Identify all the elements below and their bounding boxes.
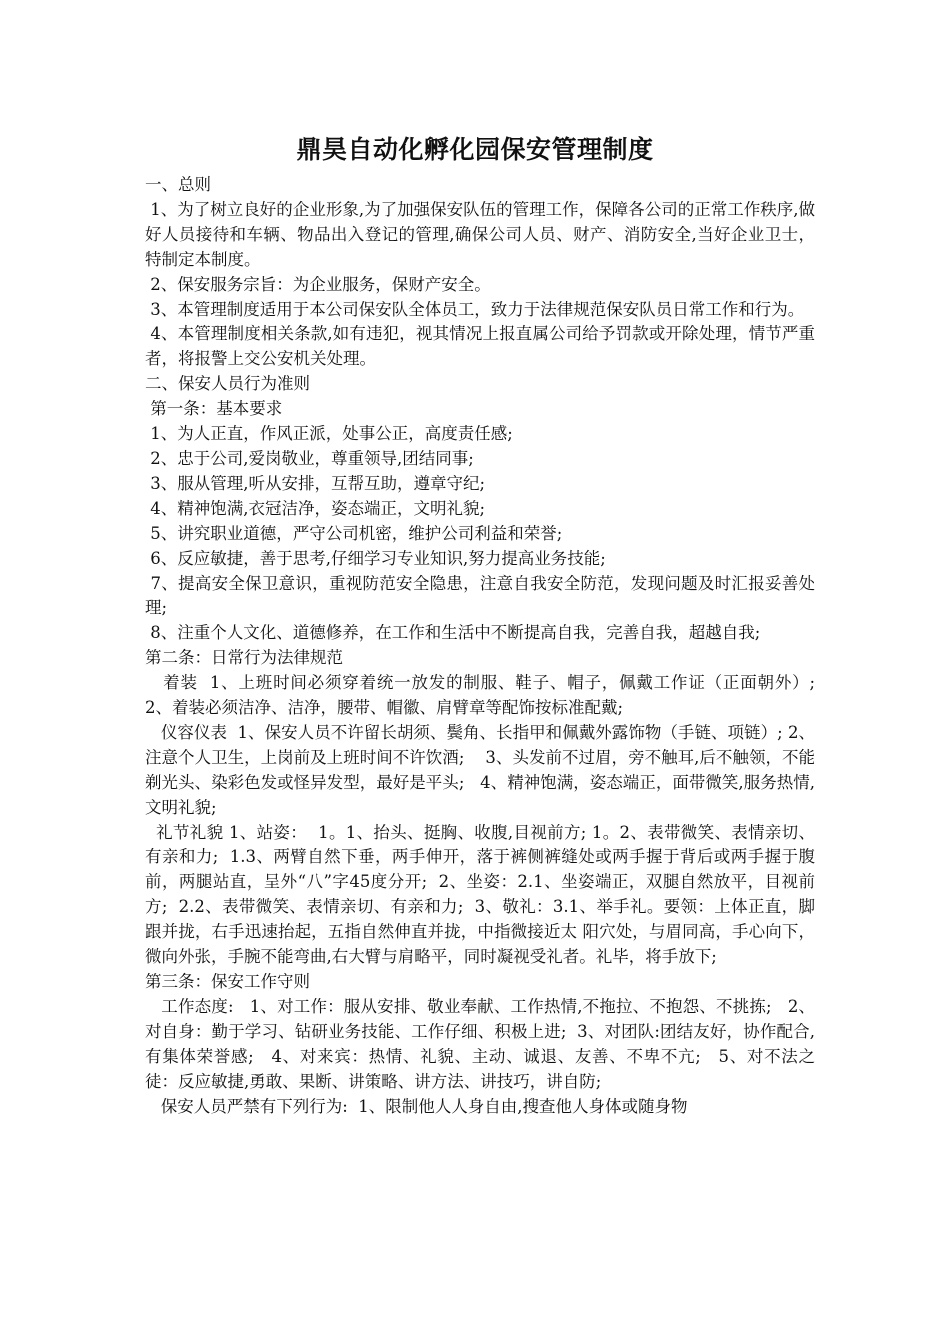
paragraph: 一、总则 [145, 175, 211, 194]
paragraph: 二、保安人员行为准则 [145, 374, 310, 394]
paragraph: 第三条：保安工作守则 [145, 972, 310, 991]
paragraph: 6、反应敏捷，善于思考,仔细学习专业知识,努力提高业务技能; [145, 548, 606, 568]
document-title: 鼎昊自动化孵化园保安管理制度 [296, 135, 654, 164]
paragraph: 工作态度: 1、对工作：服从安排、敬业奉献、工作热情,不拖拉、不抱怨、不挑拣; 2、对自身：勤于学习、钻研业务技能、工作仔细、积极上进; 3、对团队:团结友好，协作配合,有集体荣誉感; 4、对来宾：热情、礼貌、主动、诚退、友善、不卑不亢; 5、对不法之徒：反应敏捷,勇敢、果断、讲策略、讲方法、讲技巧，讲自防; [145, 996, 815, 1091]
paragraph: 1、为人正直，作风正派，处事公正，高度责任感; [145, 424, 513, 444]
paragraph: 保安人员严禁有下列行为: 1、限制他人人身自由,搜查他人身体或随身物 [145, 1096, 688, 1116]
paragraph: 3、服从管理,听从安排，互帮互助，遵章守纪; [145, 473, 486, 493]
paragraph: 仪容仪表 1、保安人员不许留长胡须、鬓角、长指甲和佩戴外露饰物（手链、项链）; 2、注意个人卫生，上岗前及上班时间不许饮酒; 3、头发前不过眉，旁不触耳,后不触领，不能剃光头、染彩色发或怪异发型，最好是平头; 4、精神饱满，姿态端正，面带微笑,服务热情,文明礼貌; [145, 722, 815, 817]
paragraph: 2、保安服务宗旨：为企业服务，保财产安全。 [145, 274, 491, 294]
paragraph: 4、精神饱满,衣冠洁净，姿态端正，文明礼貌; [145, 498, 486, 518]
paragraph: 礼节礼貌 1、站姿： 1。1、抬头、挺胸、收腹,目视前方; 1。2、表带微笑、表情亲切、有亲和力; 1.3、两臂自然下垂，两手伸开，落于裤侧裤缝处或两手握于背后或两手握于腹前，两腿站直，呈外“八”字45度分开; 2、坐姿：2.1、坐姿端正，双腿自然放平，目视前方; 2.2、表带微笑、表情亲切、有亲和力; 3、敬礼：3.1、举手礼。要领：上体正直，脚跟并拢，右手迅速抬起，五指自然伸直并拢，中指微接近太 阳穴处，与眉同高，手心向下，微向外张，手腕不能弯曲,右大臂与肩略平，同时凝视受礼者。礼毕，将手放下; [145, 822, 815, 967]
paragraph: 4、本管理制度相关条款,如有违犯，视其情况上报直属公司给予罚款或开除处理，情节严重者，将报警上交公安机关处理。 [145, 324, 815, 369]
paragraph: 1、为了树立良好的企业形象,为了加强保安队伍的管理工作，保障各公司的正常工作秩序,做好人员接待和车辆、物品出入登记的管理,确保公司人员、财产、消防安全,当好企业卫士，特制定本制度。 [145, 199, 815, 269]
paragraph: 5、讲究职业道德，严守公司机密，维护公司利益和荣誉; [145, 523, 563, 543]
document-body [145, 173, 826, 1119]
paragraph: 7、提高安全保卫意识，重视防范安全隐患，注意自我安全防范，发现问题及时汇报妥善处理; [145, 573, 815, 618]
paragraph: 着装 1、上班时间必须穿着统一放发的制服、鞋子、帽子，佩戴工作证（正面朝外）; 2、着装必须洁净、洁净，腰带、帽徽、肩臂章等配饰按标准配戴; [145, 673, 826, 718]
paragraph: 2、忠于公司,爱岗敬业，尊重领导,团结同事; [145, 448, 474, 468]
paragraph: 8、注重个人文化、道德修养，在工作和生活中不断提高自我，完善自我，超越自我; [145, 623, 761, 643]
paragraph: 第一条：基本要求 [145, 399, 283, 419]
paragraph: 第二条：日常行为法律规范 [145, 648, 343, 668]
paragraph: 3、本管理制度适用于本公司保安队全体员工，致力于法律规范保安队员日常工作和行为。 [145, 299, 805, 319]
